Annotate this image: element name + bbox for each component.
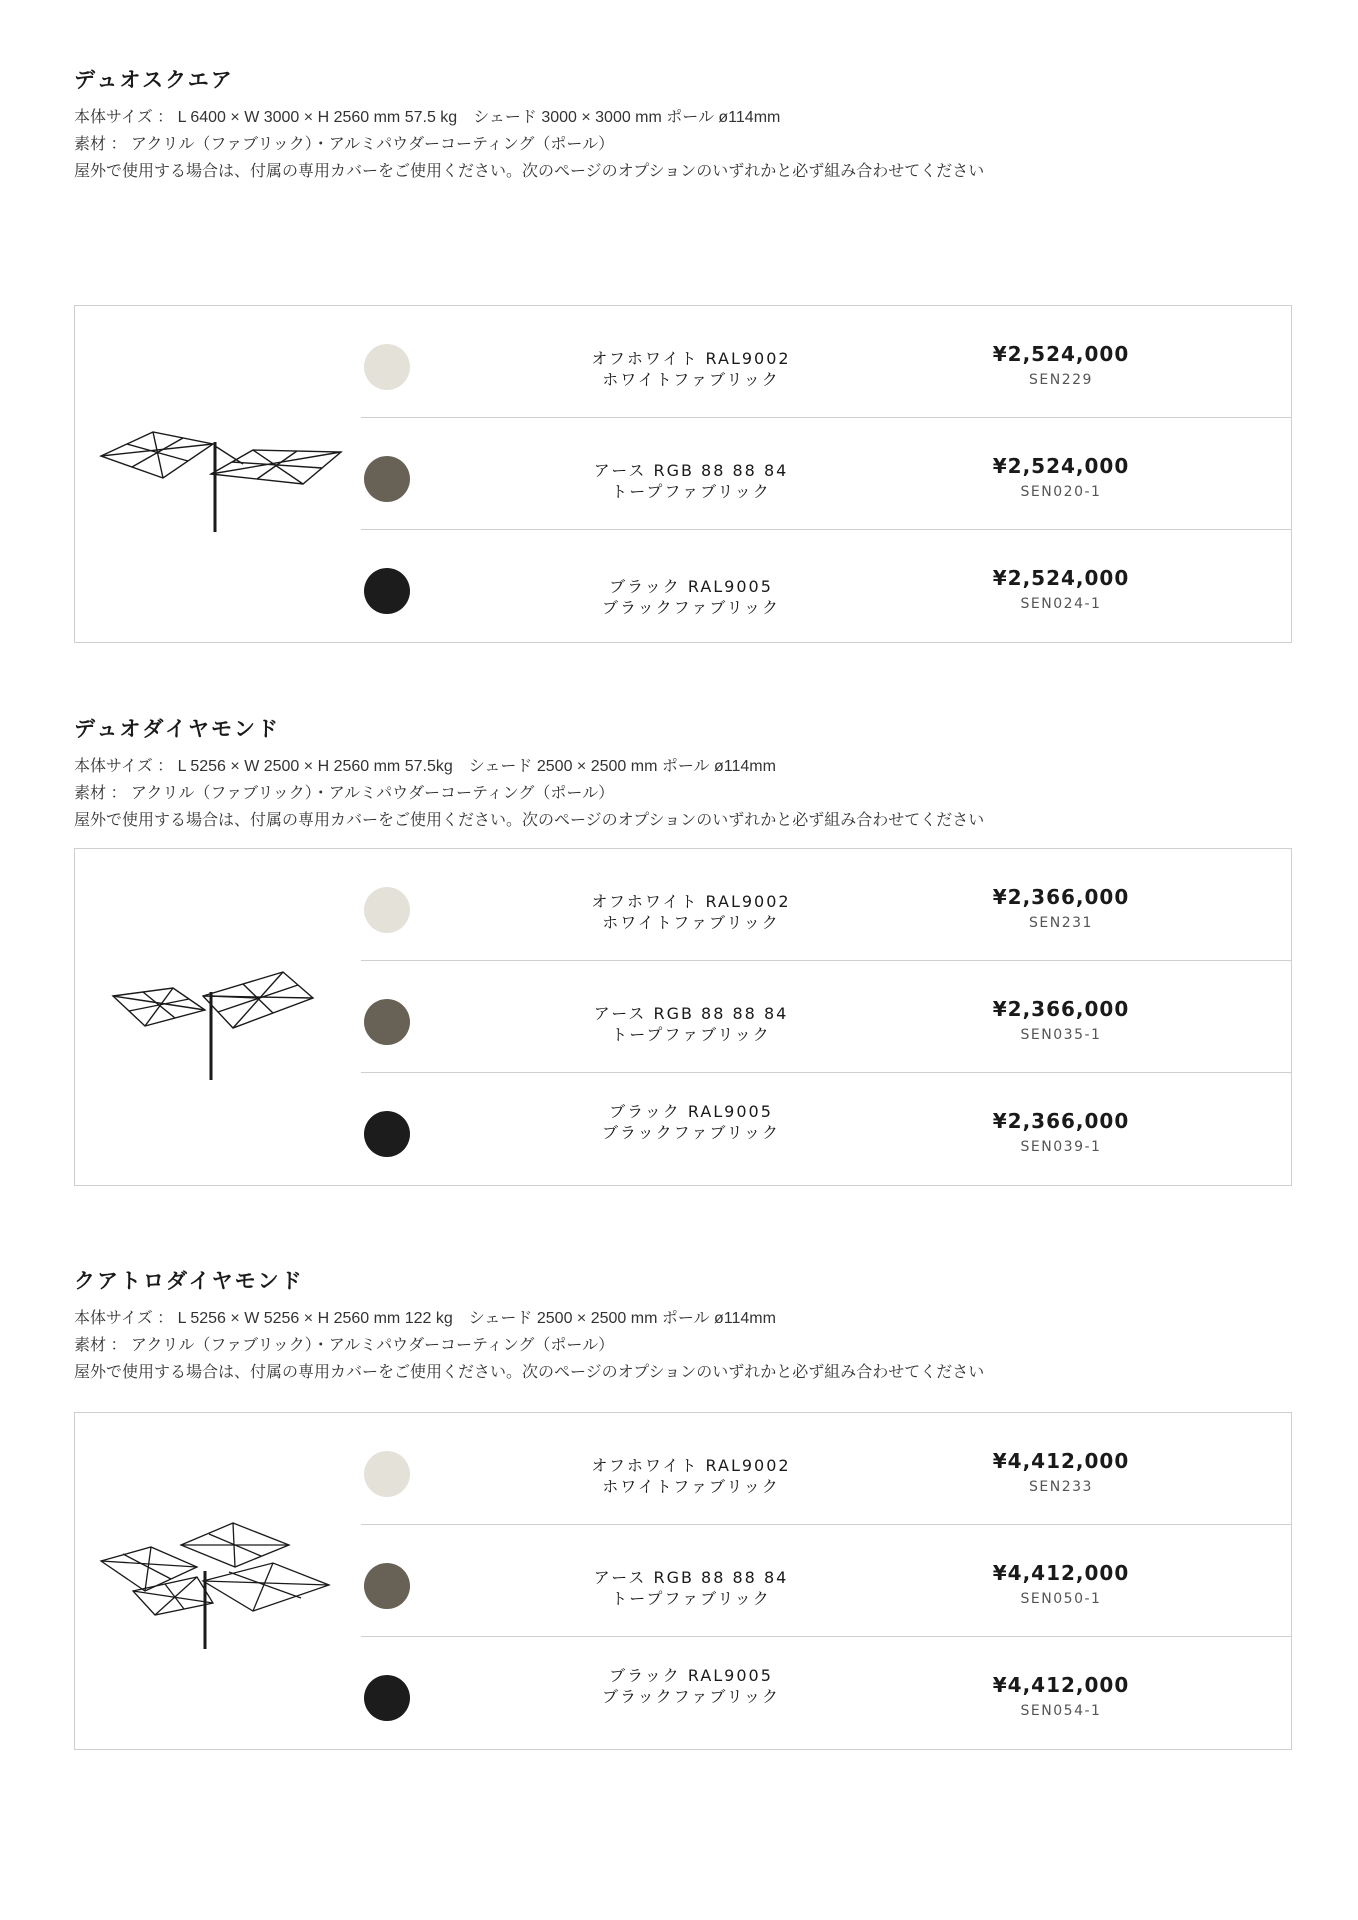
price-block: [971, 1561, 1151, 1607]
fabric-name: ブラックファブリック: [601, 1687, 781, 1706]
spec-material: 素材 ： アクリル（ファブリック）・アルミパウダーコーティング（ポール）: [74, 785, 615, 802]
variant-row[interactable]: [361, 306, 1291, 418]
color-swatch-off-white: [364, 1451, 410, 1497]
color-swatch-black: [364, 1675, 410, 1721]
color-swatch-off-white: [364, 887, 410, 933]
variant-names: [541, 891, 841, 933]
fabric-name: ホワイトファブリック: [602, 1477, 780, 1496]
variant-names: [541, 1101, 841, 1143]
product-code: SEN050-1: [1020, 1591, 1102, 1607]
product-header-duo-square: [74, 64, 1294, 185]
price: ¥2,366,000: [992, 885, 1130, 909]
product-code: SEN035-1: [1020, 1027, 1102, 1043]
price-block: [971, 342, 1151, 388]
duo-diamond-umbrella-icon: [93, 952, 343, 1082]
price-block: [971, 454, 1151, 500]
umbrella-illustration: [75, 306, 361, 642]
product-code: SEN054-1: [1020, 1703, 1102, 1719]
color-name: ブラック RAL9005: [609, 1666, 773, 1685]
price-block: [971, 997, 1151, 1043]
umbrella-illustration: [75, 1413, 361, 1749]
product-table-duo-diamond: [74, 848, 1292, 1186]
price: ¥2,366,000: [992, 1109, 1130, 1133]
variant-list: [361, 1413, 1291, 1749]
fabric-name: ブラックファブリック: [601, 1123, 781, 1142]
color-swatch-earth: [364, 456, 410, 502]
variant-names: [541, 576, 841, 618]
color-name: アース RGB 88 88 84: [593, 1568, 789, 1587]
color-swatch-black: [364, 1111, 410, 1157]
product-header-duo-diamond: [74, 713, 1294, 834]
variant-row[interactable]: [361, 961, 1291, 1073]
spec-note: 屋外で使用する場合は、付属の専用カバーをご使用ください。次のページのオプションのいずれかと必ず組み合わせてください: [74, 1364, 985, 1381]
variant-row[interactable]: [361, 1413, 1291, 1525]
color-swatch-black: [364, 568, 410, 614]
spec-size: 本体サイズ ： L 5256 × W 2500 × H 2560 mm 57.5kg シェード 2500 × 2500 mm ポール ø114mm: [74, 758, 776, 775]
price: ¥2,524,000: [992, 566, 1130, 590]
spec-size: 本体サイズ ： L 5256 × W 5256 × H 2560 mm 122 kg シェード 2500 × 2500 mm ポール ø114mm: [74, 1310, 776, 1327]
color-name: ブラック RAL9005: [609, 1102, 773, 1121]
variant-names: [541, 460, 841, 502]
spec-note: 屋外で使用する場合は、付属の専用カバーをご使用ください。次のページのオプションのいずれかと必ず組み合わせてください: [74, 163, 985, 180]
product-code: SEN233: [1029, 1479, 1093, 1495]
product-title: デュオスクエア: [74, 68, 234, 92]
product-code: SEN229: [1029, 372, 1093, 388]
price: ¥2,524,000: [992, 342, 1130, 366]
variant-row[interactable]: [361, 418, 1291, 530]
fabric-name: ホワイトファブリック: [602, 370, 780, 389]
product-code: SEN024-1: [1020, 596, 1102, 612]
fabric-name: ブラックファブリック: [601, 598, 781, 617]
variant-list: [361, 849, 1291, 1185]
price-block: [971, 1449, 1151, 1495]
product-table-quattro-diamond: [74, 1412, 1292, 1750]
variant-names: [541, 1567, 841, 1609]
fabric-name: ホワイトファブリック: [602, 913, 780, 932]
color-name: オフホワイト RAL9002: [591, 349, 791, 368]
variant-row[interactable]: [361, 849, 1291, 961]
color-name: オフホワイト RAL9002: [591, 892, 791, 911]
price: ¥4,412,000: [992, 1673, 1130, 1697]
variant-row[interactable]: [361, 530, 1291, 642]
duo-square-umbrella-icon: [93, 414, 343, 534]
price-block: [971, 1673, 1151, 1719]
variant-names: [541, 1665, 841, 1707]
price: ¥4,412,000: [992, 1449, 1130, 1473]
product-code: SEN020-1: [1020, 484, 1102, 500]
spec-material: 素材 ： アクリル（ファブリック）・アルミパウダーコーティング（ポール）: [74, 136, 615, 153]
color-swatch-off-white: [364, 344, 410, 390]
price: ¥2,524,000: [992, 454, 1130, 478]
spec-size: 本体サイズ ： L 6400 × W 3000 × H 2560 mm 57.5 kg シェード 3000 × 3000 mm ポール ø114mm: [74, 109, 781, 126]
product-table-duo-square: [74, 305, 1292, 643]
spec-material: 素材 ： アクリル（ファブリック）・アルミパウダーコーティング（ポール）: [74, 1337, 615, 1354]
product-header-quattro-diamond: [74, 1265, 1294, 1386]
price-block: [971, 885, 1151, 931]
color-swatch-earth: [364, 1563, 410, 1609]
color-name: アース RGB 88 88 84: [593, 461, 789, 480]
quattro-diamond-umbrella-icon: [93, 1511, 343, 1651]
spec-note: 屋外で使用する場合は、付属の専用カバーをご使用ください。次のページのオプションのいずれかと必ず組み合わせてください: [74, 812, 985, 829]
variant-names: [541, 1455, 841, 1497]
color-swatch-earth: [364, 999, 410, 1045]
fabric-name: トープファブリック: [611, 1589, 771, 1608]
price: ¥4,412,000: [992, 1561, 1130, 1585]
variant-row[interactable]: [361, 1637, 1291, 1749]
variant-row[interactable]: [361, 1073, 1291, 1185]
variant-row[interactable]: [361, 1525, 1291, 1637]
price-block: [971, 1109, 1151, 1155]
color-name: ブラック RAL9005: [609, 577, 773, 596]
product-code: SEN231: [1029, 915, 1093, 931]
fabric-name: トープファブリック: [611, 482, 771, 501]
product-title: クアトロダイヤモンド: [74, 1269, 304, 1293]
price: ¥2,366,000: [992, 997, 1130, 1021]
variant-list: [361, 306, 1291, 642]
color-name: アース RGB 88 88 84: [593, 1004, 789, 1023]
product-code: SEN039-1: [1020, 1139, 1102, 1155]
variant-names: [541, 1003, 841, 1045]
product-title: デュオダイヤモンド: [74, 717, 280, 741]
price-block: [971, 566, 1151, 612]
umbrella-illustration: [75, 849, 361, 1185]
variant-names: [541, 348, 841, 390]
fabric-name: トープファブリック: [611, 1025, 771, 1044]
color-name: オフホワイト RAL9002: [591, 1456, 791, 1475]
